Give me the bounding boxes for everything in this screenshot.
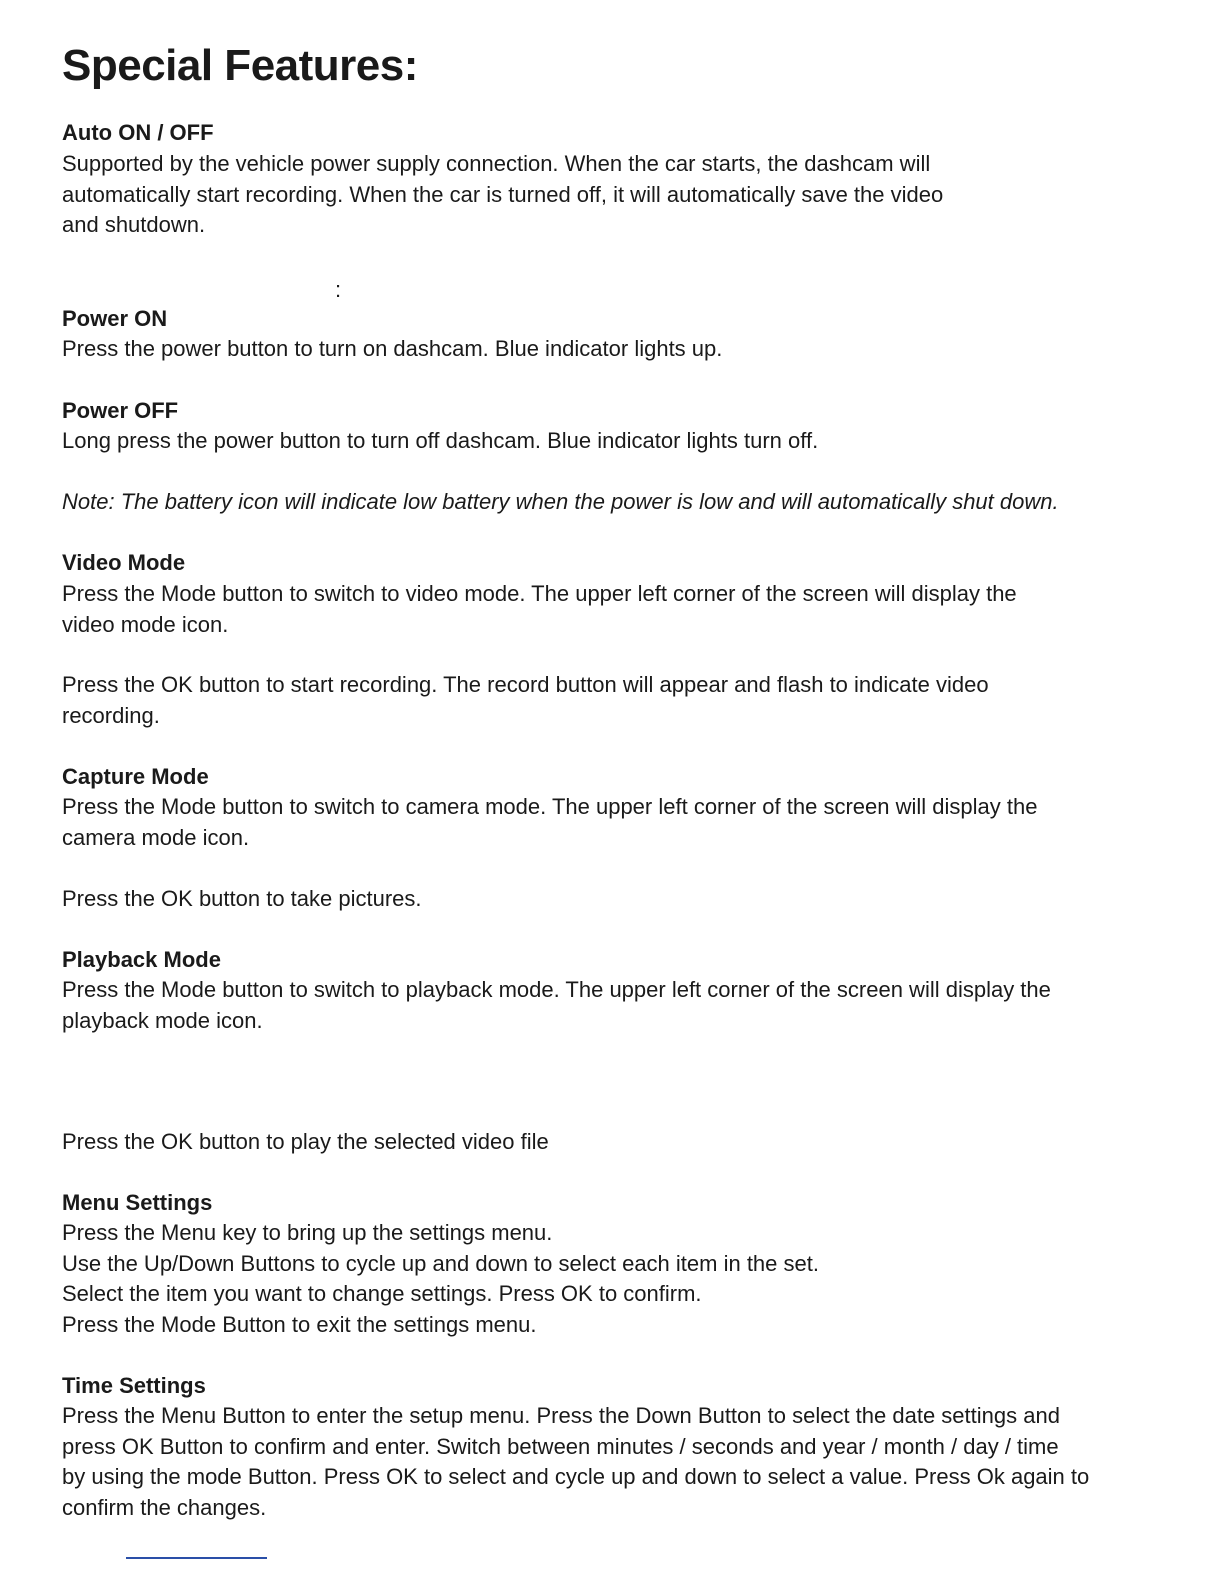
capture-mode-text [62,792,1037,853]
paragraph-line: Long press the power button to turn off dashcam. Blue indicator lights turn off. [62,428,819,453]
menu-settings-text [62,1218,819,1340]
power-off-heading: Power OFF [62,398,179,423]
auto-on-off-heading: Auto ON / OFF [62,120,214,145]
paragraph-line: Select the item you want to change settings. Press OK to confirm. [62,1281,702,1306]
page-title: Special Features: [62,41,418,90]
video-mode-heading: Video Mode [62,550,186,575]
paragraph-line: Press the Mode Button to exit the settings menu. [62,1311,537,1337]
paragraph-line: press OK Button to confirm and enter. Switch between minutes / seconds and year / month / day / time [62,1433,1059,1459]
power-off-text [62,426,818,457]
paragraph-line: Press the OK button to take pictures. [62,886,422,911]
battery-note: Note: The battery icon will indicate low battery when the power is low and will automatically shut down. [62,489,1059,514]
paragraph-line: Supported by the vehicle power supply connection. When the car starts, the dashcam will [62,151,931,176]
paragraph-line: by using the mode Button. Press OK to select and cycle up and down to select a value. Press Ok again to [62,1464,1090,1489]
paragraph-line: confirm the changes. [62,1494,267,1520]
playback-mode-heading: Playback Mode [62,947,221,972]
paragraph-line: camera mode icon. [62,824,250,850]
paragraph-line: Press the power button to turn on dashcam. Blue indicator lights up. [62,336,723,361]
paragraph-line: Press the OK button to start recording. The record button will appear and flash to indicate video [62,672,989,697]
paragraph-line: playback mode icon. [62,1007,263,1033]
auto-on-off-text [62,149,943,241]
time-settings-heading: Time Settings [62,1373,206,1398]
video-mode-record-text [62,670,989,731]
paragraph-line: automatically start recording. When the car is turned off, it will automatically save the video [62,181,944,207]
power-on-text [62,334,722,365]
paragraph-line: Press the Mode button to switch to playback mode. The upper left corner of the screen will display the [62,977,1051,1002]
playback-mode-play-text [62,1127,549,1158]
paragraph-line: video mode icon. [62,611,229,637]
power-on-heading: Power ON [62,306,168,331]
paragraph-line: and shutdown. [62,212,206,237]
menu-settings-heading: Menu Settings [62,1190,213,1215]
capture-mode-heading: Capture Mode [62,764,209,789]
playback-mode-text [62,975,1051,1036]
bottom-divider [126,1557,267,1559]
paragraph-line: Press the Mode button to switch to video mode. The upper left corner of the screen will display the [62,581,1017,606]
time-settings-text [62,1401,1089,1523]
paragraph-line: Use the Up/Down Buttons to cycle up and down to select each item in the set. [62,1250,819,1276]
capture-mode-pictures-text [62,884,422,915]
paragraph-line: Press the Menu Button to enter the setup menu. Press the Down Button to select the date settings and [62,1403,1060,1428]
video-mode-text [62,579,1017,640]
paragraph-line: recording. [62,702,160,728]
paragraph-line: Press the Menu key to bring up the settings menu. [62,1220,553,1245]
paragraph-line: Press the Mode button to switch to camera mode. The upper left corner of the screen will display the [62,794,1038,819]
stray-colon: : [335,277,342,302]
paragraph-line: Press the OK button to play the selected video file [62,1129,549,1154]
